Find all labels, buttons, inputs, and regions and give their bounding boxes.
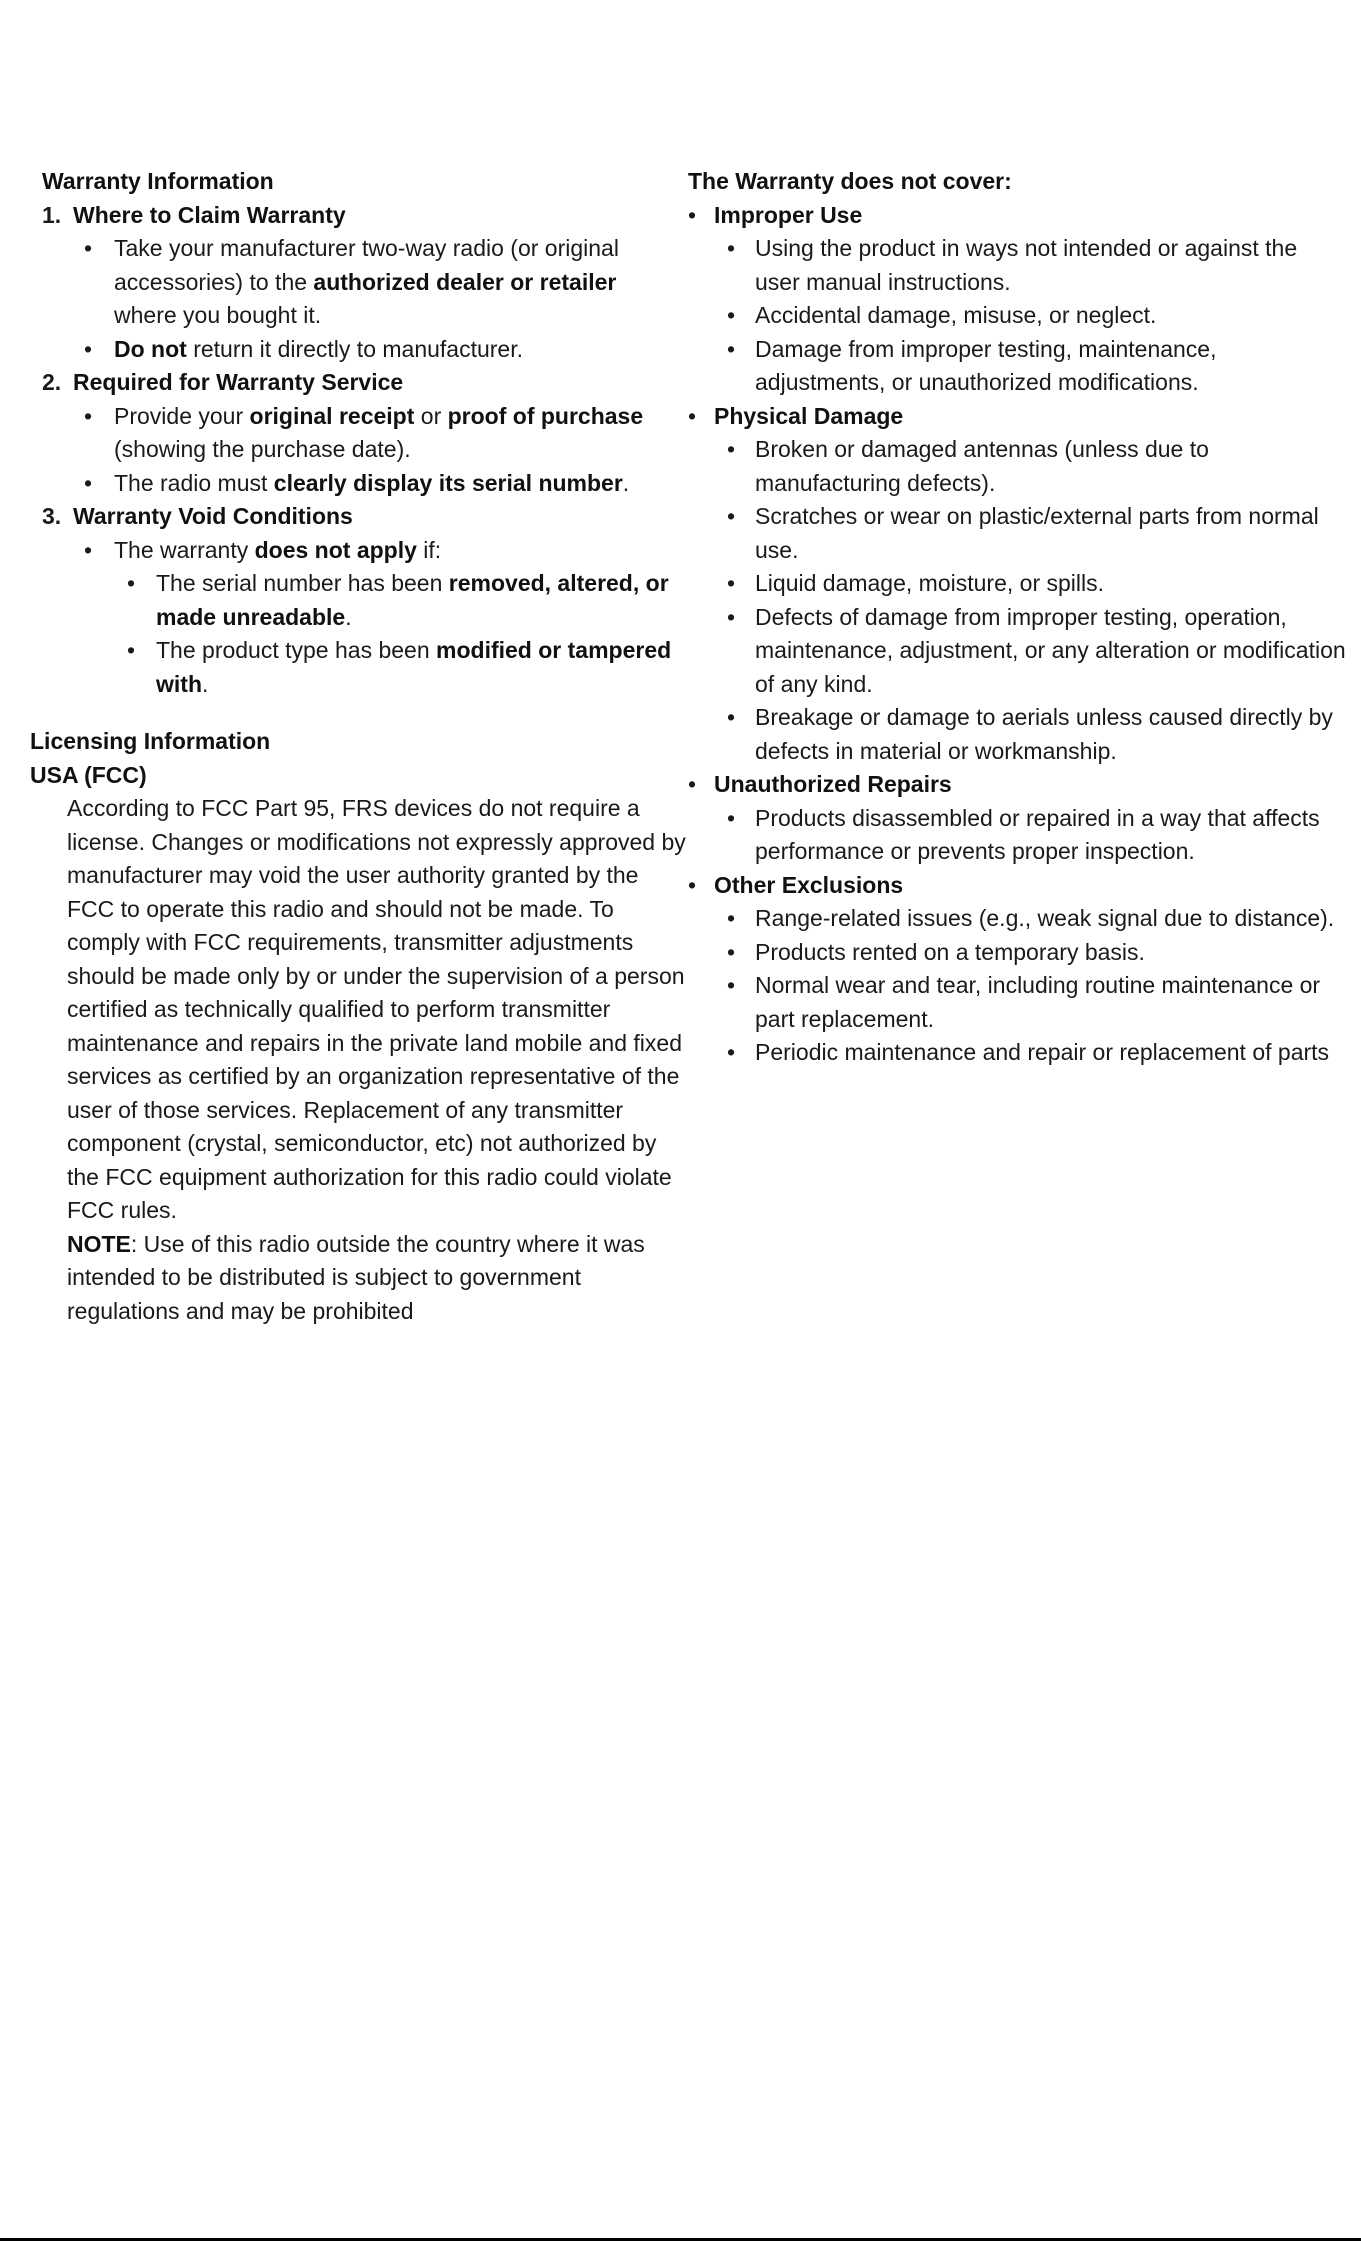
list-item: • Do not return it directly to manufacturer. [73,333,682,367]
section-number: 1. [42,201,62,228]
group-title: • Improper Use [714,201,863,228]
warranty-section-2 [42,366,682,500]
section-title: Warranty Void Conditions [73,503,353,529]
exclusion-group-other [688,869,1348,1070]
list-item: • Breakage or damage to aerials unless caused directly by defects in material or workmanship. [714,701,1348,768]
warranty-info-section [42,165,682,701]
warranty-info-title: Warranty Information [42,168,274,194]
exclusion-group-unauthorized-repairs [688,768,1348,869]
list-item: • Products rented on a temporary basis. [714,936,1348,970]
group-title: • Physical Damage [714,402,904,429]
note-text: : Use of this radio outside the country where it was intended to be distributed is subject to government regulations and may be prohibited [67,1230,645,1324]
list-item: • Defects of damage from improper testing, operation, maintenance, adjustment, or any alteration or modification of any kind. [714,601,1348,702]
list-item: • Normal wear and tear, including routine maintenance or part replacement. [714,969,1348,1036]
licensing-region: USA (FCC) [30,761,147,788]
list-item: • The warranty does not apply if: • The serial number has been removed, altered, or made unreadable. • The product type has been modified or tampered with. [73,534,682,702]
exclusion-group-physical-damage [688,400,1348,769]
list-item: • The product type has been modified or tampered with. [114,634,682,701]
warranty-section-1 [42,199,682,367]
list-item: • Using the product in ways not intended or against the user manual instructions. [714,232,1348,299]
licensing-title: Licensing Information [30,728,271,754]
list-item: • Accidental damage, misuse, or neglect. [714,299,1348,333]
list-item: • The serial number has been removed, altered, or made unreadable. [114,567,682,634]
exclusion-group-improper-use [688,199,1348,400]
licensing-section [30,725,690,1328]
list-item: • Provide your original receipt or proof of purchase (showing the purchase date). [73,400,682,467]
list-item: • Take your manufacturer two-way radio (or original accessories) to the authorized dealer or retailer where you bought it. [73,232,682,333]
list-item: • Periodic maintenance and repair or replacement of parts [714,1036,1348,1070]
licensing-note [30,1228,690,1329]
note-label: NOTE [67,1230,131,1257]
licensing-body: According to FCC Part 95, FRS devices do not require a license. Changes or modifications not expressly approved by manufacturer may void the user authority granted by the FCC to operate this radio and should not be made. To comply with FCC requirements, transmitter adjustments should be made only by or under the supervision of a person certified as technically qualified to perform transmitter maintenance and repairs in the private land mobile and fixed services as certified by an organization representative of the user of those services. Replacement of any transmitter component (crystal, semiconductor, etc) not authorized by the FCC equipment authorization for this radio could violate FCC rules. [67,795,686,1223]
list-item: • Scratches or wear on plastic/external parts from normal use. [714,500,1348,567]
not-covered-title: The Warranty does not cover: [688,168,1012,194]
warranty-section-3 [42,500,682,701]
list-item: • Liquid damage, moisture, or spills. [714,567,1348,601]
section-title: Required for Warranty Service [73,369,404,395]
not-covered-section [688,165,1348,1070]
group-title: • Unauthorized Repairs [714,771,952,797]
list-item: • Products disassembled or repaired in a way that affects performance or prevents proper inspection. [714,802,1348,869]
section-number: 2. [42,369,62,395]
list-item: • Range-related issues (e.g., weak signal due to distance). [714,902,1348,936]
section-number: 3. [42,503,62,529]
section-title: Where to Claim Warranty [73,201,346,228]
group-title: • Other Exclusions [714,871,904,898]
list-item: • Damage from improper testing, maintenance, adjustments, or unauthorized modifications. [714,333,1348,400]
list-item: • Broken or damaged antennas (unless due to manufacturing defects). [714,433,1348,500]
list-item: • The radio must clearly display its serial number. [73,467,682,501]
